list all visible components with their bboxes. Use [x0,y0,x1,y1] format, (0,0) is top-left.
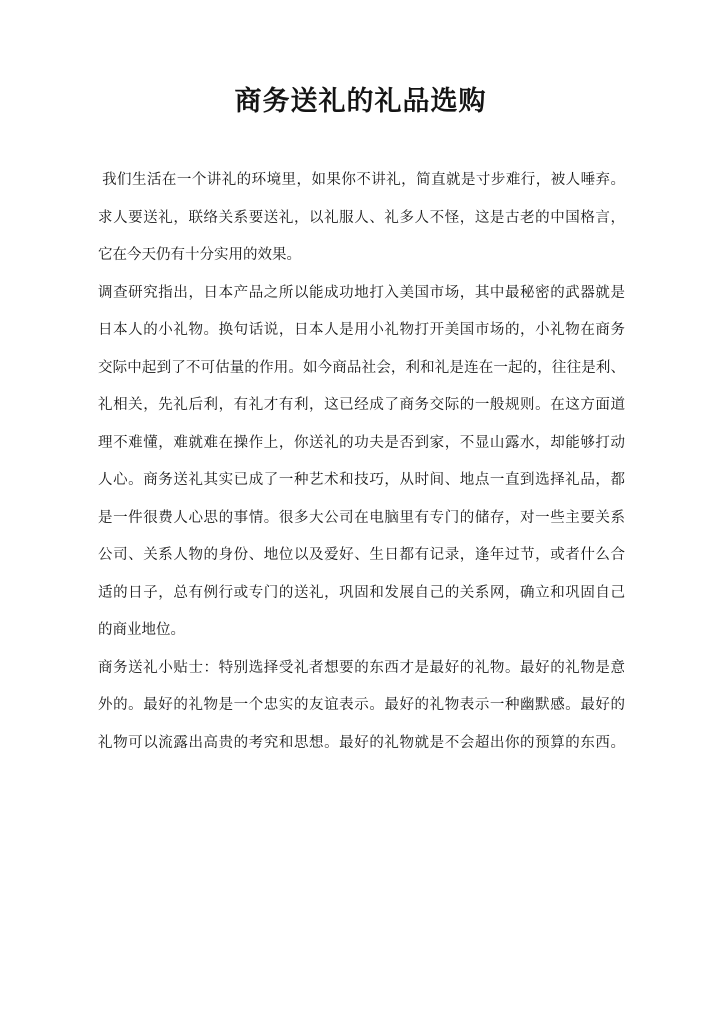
paragraph-intro [98,162,625,275]
text-line: 是一件很费人心思的事情。很多大公司在电脑里有专门的储存，对一些主要关系 [98,509,625,526]
text-line: 公司、关系人物的身份、地位以及爱好、生日都有记录，逢年过节，或者什么合 [98,547,625,563]
text-line: 商务送礼小贴士：特别选择受礼者想要的东西才是最好的礼物。最好的礼物是意 [98,659,625,676]
paragraph-main [98,275,625,650]
document-body [98,162,625,762]
text-line: 外的。最好的礼物是一个忠实的友谊表示。最好的礼物表示一种幽默感。最好的 [98,697,625,713]
text-line: 礼相关，先礼后利，有礼才有利，这已经成了商务交际的一般规则。在这方面道 [98,397,625,413]
text-line: 人心。商务送礼其实已成了一种艺术和技巧，从时间、地点一直到选择礼品，都 [98,472,625,488]
text-line: 适的日子，总有例行或专门的送礼，巩固和发展自己的关系网，确立和巩固自己 [98,584,625,601]
page-title: 商务送礼的礼品选购 [234,86,487,116]
text-line: 理不难懂，难就难在操作上，你送礼的功夫是否到家，不显山露水，却能够打动 [98,434,625,451]
text-line: 求人要送礼，联络关系要送礼，以礼服人、礼多人不怪，这是古老的中国格言， [98,209,625,226]
paragraph-tips [98,650,625,763]
text-line: 它在今天仍有十分实用的效果。 [98,247,301,263]
text-line: 我们生活在一个讲礼的环境里，如果你不讲礼，简直就是寸步难行，被人唾弃。 [98,172,626,188]
text-line: 调查研究指出，日本产品之所以能成功地打入美国市场，其中最秘密的武器就是 [98,284,625,301]
text-line: 日本人的小礼物。换句话说，日本人是用小礼物打开美国市场的，小礼物在商务 [98,322,625,338]
text-line: 交际中起到了不可估量的作用。如今商品社会，利和礼是连在一起的，往往是利、 [98,359,625,376]
text-line: 的商业地位。 [98,622,185,638]
text-line: 礼物可以流露出高贵的考究和思想。最好的礼物就是不会超出你的预算的东西。 [98,734,625,751]
